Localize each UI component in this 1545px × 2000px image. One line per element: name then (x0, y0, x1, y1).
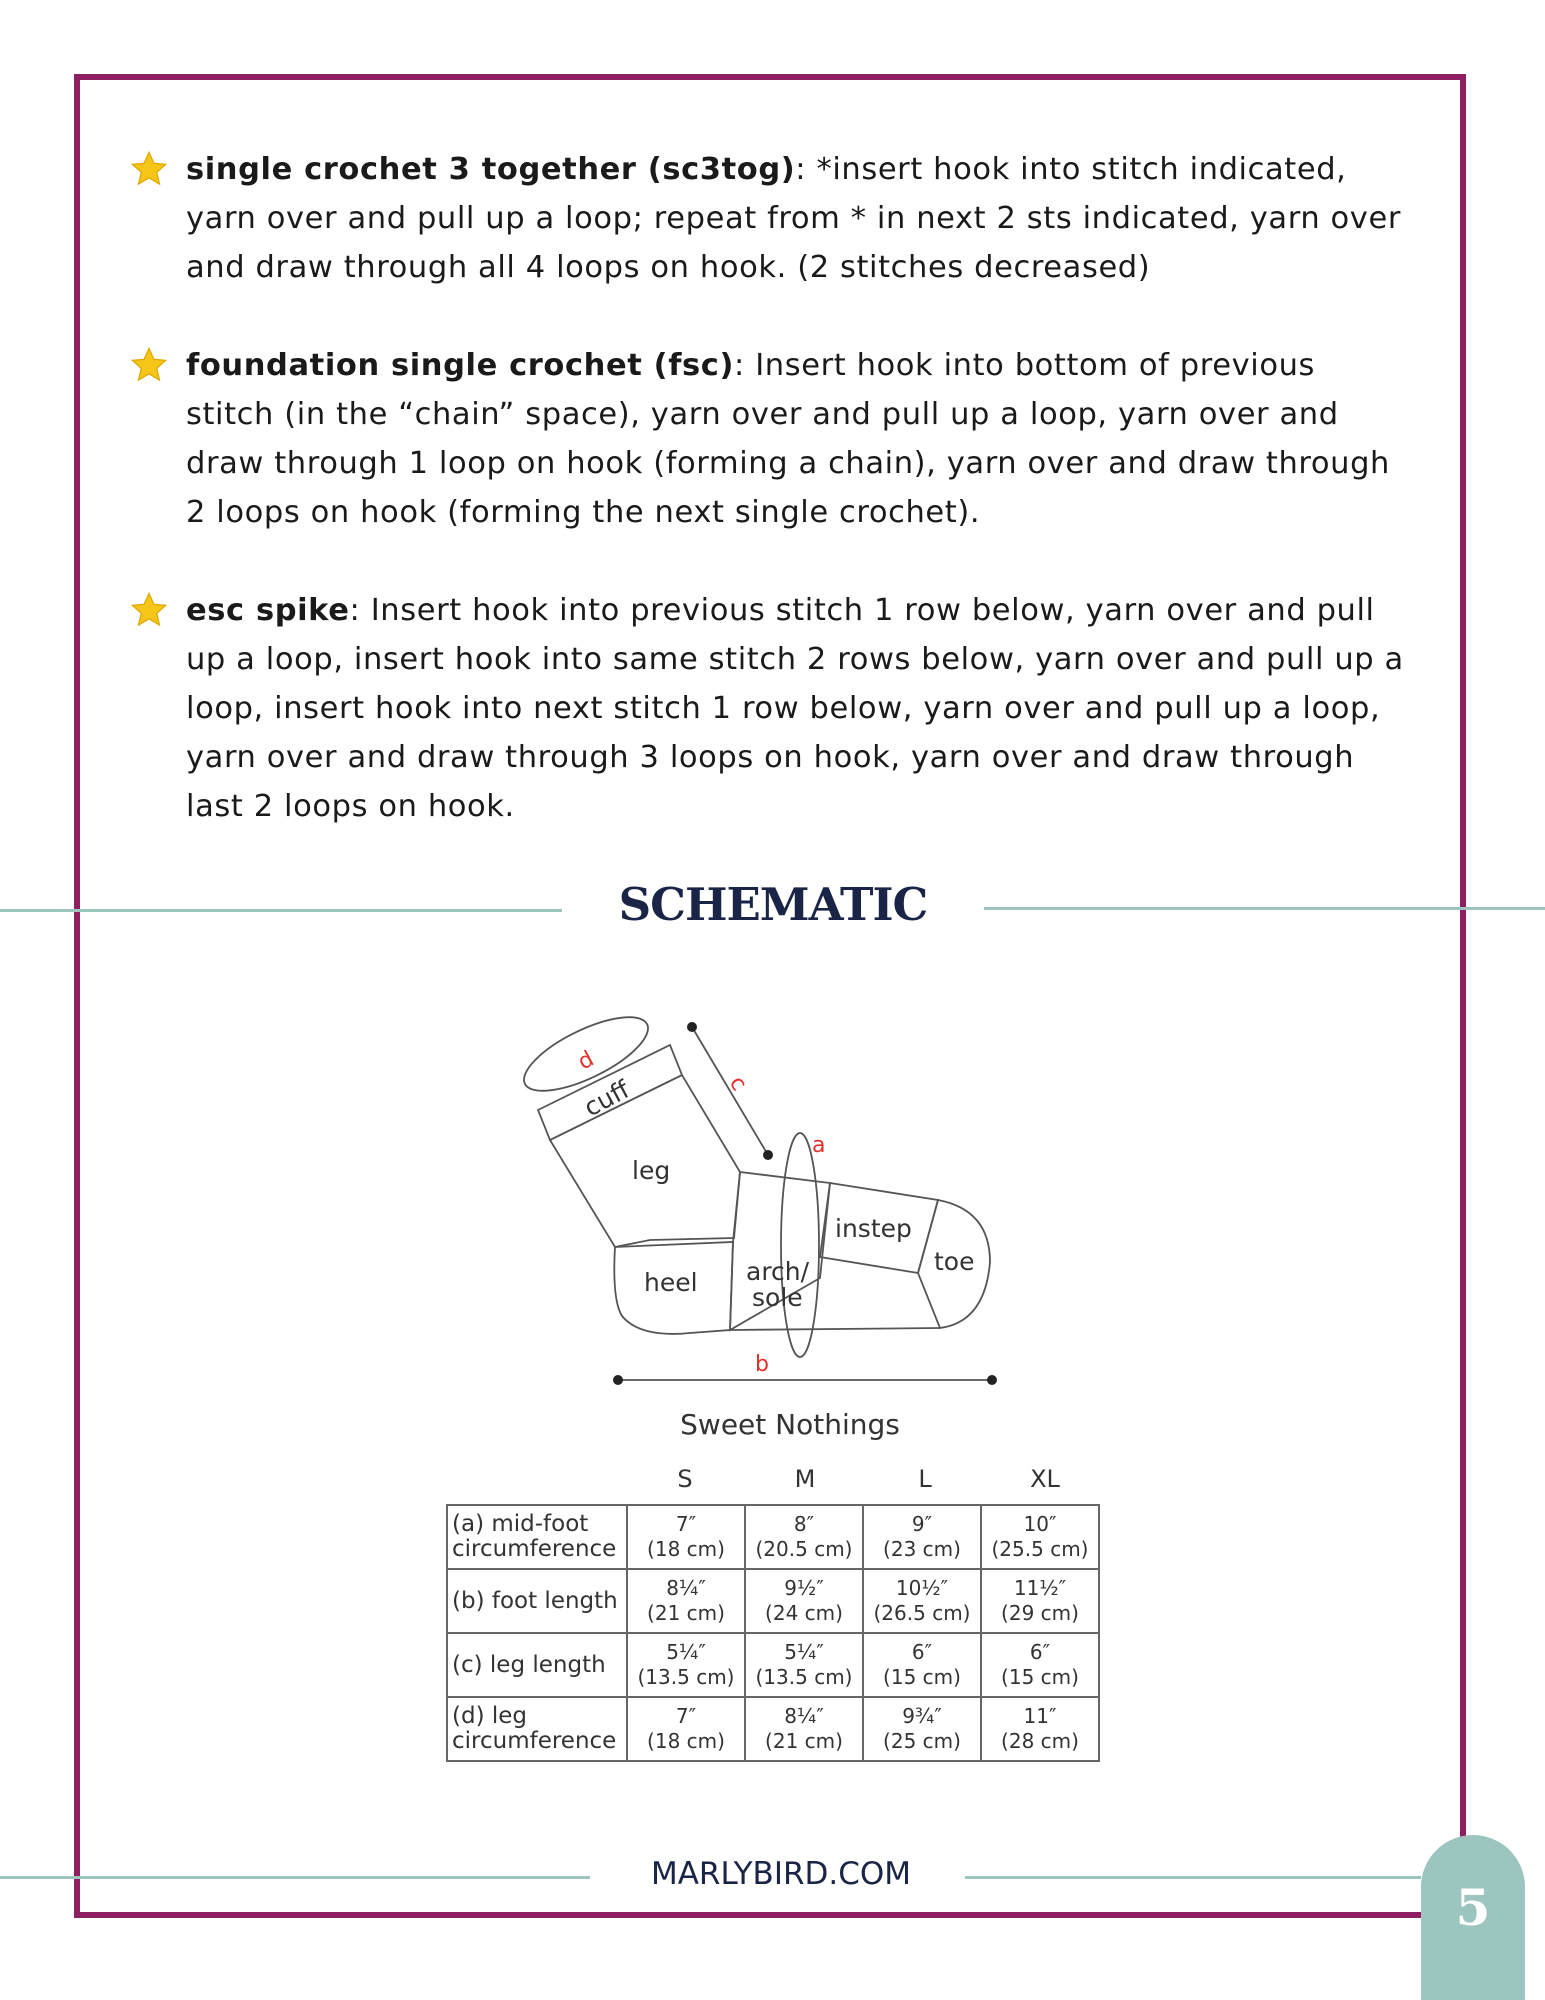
definition-term: single crochet 3 together (sc3tog) (186, 152, 796, 187)
label-d: d (574, 1046, 599, 1076)
cell-cm: (24 cm) (765, 1601, 843, 1625)
table-cell (627, 1569, 745, 1633)
size-header-m: M (794, 1465, 816, 1493)
label-arch: arch/ (746, 1257, 810, 1286)
label-heel: heel (644, 1268, 698, 1297)
cell-inches: 8¼″ (784, 1704, 824, 1728)
page-number: 5 (1455, 1878, 1491, 1937)
measurement-c-start-dot (687, 1022, 697, 1032)
cell-cm: (18 cm) (647, 1537, 725, 1561)
table-row (447, 1697, 1099, 1761)
table-cell (863, 1633, 981, 1697)
size-header-l: L (918, 1465, 932, 1493)
definition-term: esc spike (186, 593, 350, 628)
cell-inches: 8″ (793, 1512, 815, 1536)
cell-cm: (25 cm) (883, 1729, 961, 1753)
definition-text: : *insert hook into stitch indicated, yarn over and pull up a loop; repeat from * in next 2 sts indicated, yarn over and draw through all 4 loops on hook. (2 stitches decreased) (186, 152, 1401, 285)
cell-cm: (15 cm) (1001, 1665, 1079, 1689)
row-label (447, 1697, 627, 1761)
row-label (447, 1633, 627, 1697)
row-label (447, 1569, 627, 1633)
footer-site-link[interactable]: MARLYBIRD.COM (650, 1856, 912, 1892)
definition-text: : Insert hook into bottom of previous stitch (in the “chain” space), yarn over and pull up a loop, yarn over and draw through 1 loop on hook (forming a chain), yarn over and draw through 2 loops on hook (forming the next single crochet). (186, 348, 1390, 530)
table-cell (627, 1505, 745, 1569)
cell-cm: (13.5 cm) (637, 1665, 735, 1689)
cell-cm: (25.5 cm) (991, 1537, 1089, 1561)
table-cell (627, 1633, 745, 1697)
measurement-a-loop (781, 1133, 819, 1357)
row-label-line: (a) mid-foot (452, 1511, 589, 1537)
cell-cm: (20.5 cm) (755, 1537, 853, 1561)
cell-inches: 11½″ (1013, 1576, 1067, 1600)
cell-inches: 9¾″ (902, 1704, 942, 1728)
label-b: b (755, 1352, 769, 1377)
cell-cm: (13.5 cm) (755, 1665, 853, 1689)
row-label-line: circumference (452, 1536, 617, 1562)
table-cell (981, 1633, 1099, 1697)
size-header-s: S (677, 1465, 693, 1493)
label-instep: instep (835, 1214, 912, 1243)
label-a: a (812, 1133, 826, 1158)
table-cell (627, 1697, 745, 1761)
measurements-table (446, 1504, 1100, 1762)
cell-cm: (15 cm) (883, 1665, 961, 1689)
measurement-c-end-dot (763, 1150, 773, 1160)
label-toe: toe (934, 1247, 975, 1276)
cell-inches: 9½″ (784, 1576, 824, 1600)
table-row (447, 1569, 1099, 1633)
footer-rule-right (965, 1876, 1421, 1879)
cell-inches: 7″ (675, 1704, 697, 1728)
cell-inches: 11″ (1023, 1704, 1057, 1728)
table-cell (745, 1569, 863, 1633)
row-label (447, 1505, 627, 1569)
cell-inches: 6″ (911, 1640, 933, 1664)
label-c: c (723, 1071, 752, 1096)
cell-inches: 5¼″ (666, 1640, 706, 1664)
label-sole: sole (752, 1283, 803, 1312)
cell-cm: (21 cm) (647, 1601, 725, 1625)
definition-text: : Insert hook into previous stitch 1 row below, yarn over and pull up a loop, insert hook into same stitch 2 rows below, yarn over and pull up a loop, insert hook into next stitch 1 row below, yarn over and pull up a loop, yarn over and draw through 3 loops on hook, yarn over and draw through last 2 loops on hook. (186, 593, 1404, 824)
row-label-line: circumference (452, 1728, 617, 1754)
schematic-caption: Sweet Nothings (680, 1408, 900, 1441)
table-cell (745, 1505, 863, 1569)
sock-sole-line (730, 1328, 940, 1330)
table-cell (981, 1569, 1099, 1633)
cell-inches: 7″ (675, 1512, 697, 1536)
table-cell (981, 1697, 1099, 1761)
cell-cm: (28 cm) (1001, 1729, 1079, 1753)
table-row (447, 1633, 1099, 1697)
cell-inches: 10½″ (895, 1576, 949, 1600)
size-header-xl: XL (1030, 1465, 1060, 1493)
footer-rule-left (0, 1876, 590, 1879)
cell-inches: 8¼″ (666, 1576, 706, 1600)
table-cell (863, 1697, 981, 1761)
cell-cm: (26.5 cm) (873, 1601, 971, 1625)
cell-inches: 9″ (911, 1512, 933, 1536)
cell-cm: (18 cm) (647, 1729, 725, 1753)
row-label-line: (d) leg (452, 1703, 527, 1729)
row-label-line: (b) foot length (452, 1587, 618, 1614)
cell-inches: 10″ (1023, 1512, 1057, 1536)
cell-inches: 6″ (1029, 1640, 1051, 1664)
label-leg: leg (632, 1156, 671, 1185)
table-cell (745, 1697, 863, 1761)
row-label-line: (c) leg length (452, 1651, 606, 1678)
table-cell (863, 1505, 981, 1569)
table-cell (745, 1633, 863, 1697)
table-row (447, 1505, 1099, 1569)
cell-cm: (29 cm) (1001, 1601, 1079, 1625)
cell-cm: (21 cm) (765, 1729, 843, 1753)
measurement-b-end-dot (987, 1375, 997, 1385)
table-cell (981, 1505, 1099, 1569)
size-headers (446, 1465, 1106, 1501)
label-cuff: cuff (579, 1074, 635, 1123)
cell-cm: (23 cm) (883, 1537, 961, 1561)
table-cell (863, 1569, 981, 1633)
section-heading: SCHEMATIC (618, 878, 928, 931)
definition-term: foundation single crochet (fsc) (186, 348, 735, 383)
cell-inches: 5¼″ (784, 1640, 824, 1664)
measurement-b-start-dot (613, 1375, 623, 1385)
